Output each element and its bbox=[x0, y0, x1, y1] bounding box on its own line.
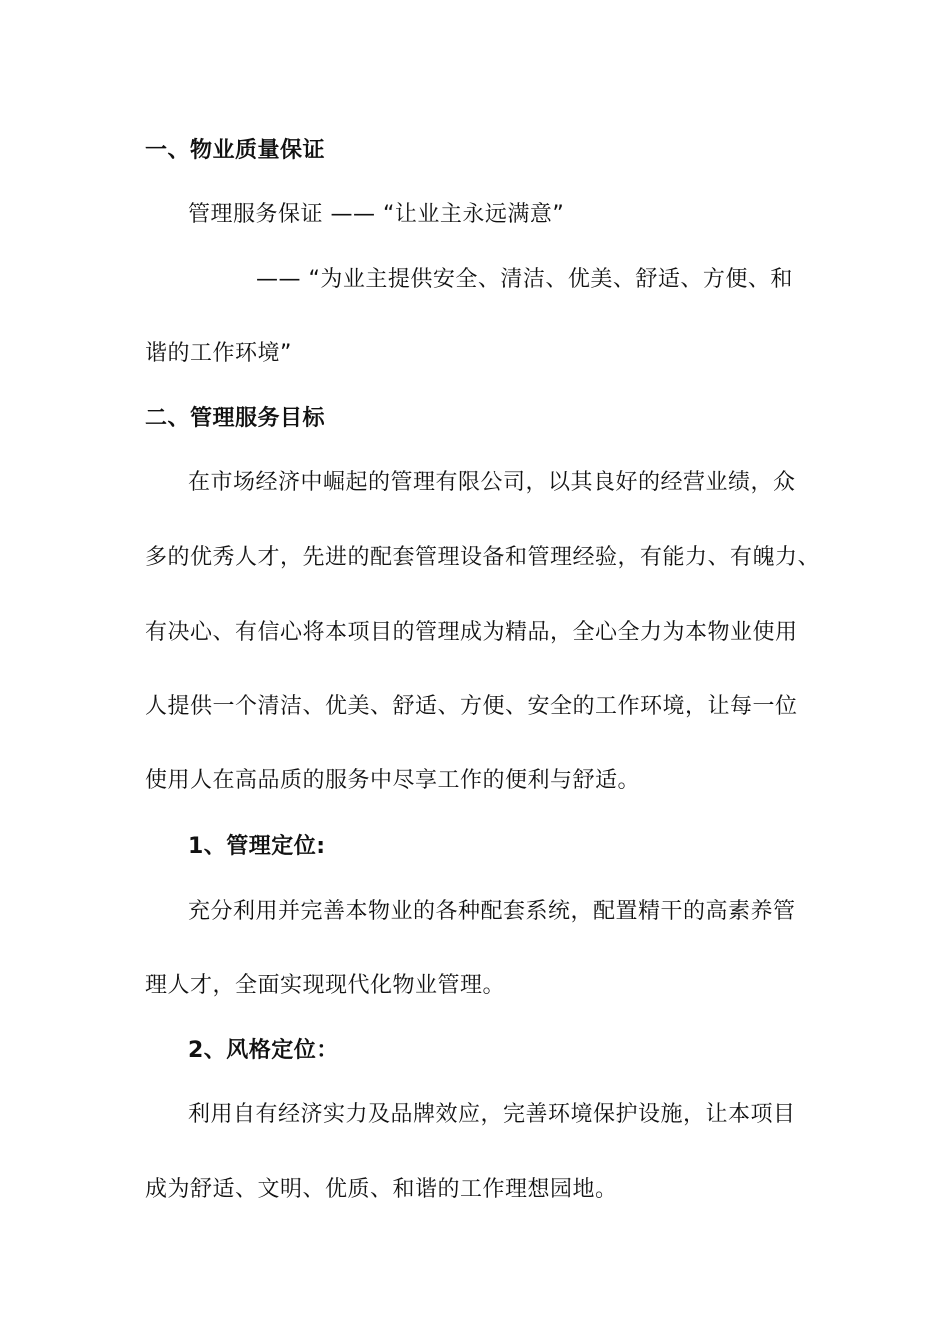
paragraph-line: 在市场经济中崛起的管理有限公司，以其良好的经营业绩，众 bbox=[188, 470, 796, 495]
paragraph-line: 多的优秀人才，先进的配套管理设备和管理经验，有能力、有魄力、 bbox=[145, 545, 821, 570]
paragraph-line: 利用自有经济实力及品牌效应，完善环境保护设施，让本项目 bbox=[188, 1102, 796, 1127]
paragraph-line: 成为舒适、文明、优质、和谐的工作理想园地。 bbox=[145, 1177, 618, 1202]
motto-line-3: 谐的工作环境” bbox=[145, 341, 292, 366]
paragraph-line: 人提供一个清洁、优美、舒适、方便、安全的工作环境，让每一位 bbox=[145, 694, 798, 719]
motto-line-2: —— “为业主提供安全、清洁、优美、舒适、方便、和 bbox=[256, 267, 793, 292]
paragraph-line: 使用人在高品质的服务中尽享工作的便利与舒适。 bbox=[145, 768, 641, 793]
motto-line-1: 管理服务保证 —— “让业主永远满意” bbox=[188, 202, 565, 227]
subheading-management-positioning: 1、管理定位: bbox=[188, 834, 326, 859]
paragraph-line: 有决心、有信心将本项目的管理成为精品，全心全力为本物业使用 bbox=[145, 620, 798, 645]
subheading-style-positioning: 2、风格定位： bbox=[188, 1038, 339, 1063]
section-heading-service-goals: 二、管理服务目标 bbox=[145, 406, 326, 431]
paragraph-line: 充分利用并完善本物业的各种配套系统，配置精干的高素养管 bbox=[188, 899, 796, 924]
section-heading-quality-assurance: 一、物业质量保证 bbox=[145, 138, 326, 163]
paragraph-line: 理人才，全面实现现代化物业管理。 bbox=[145, 973, 506, 998]
